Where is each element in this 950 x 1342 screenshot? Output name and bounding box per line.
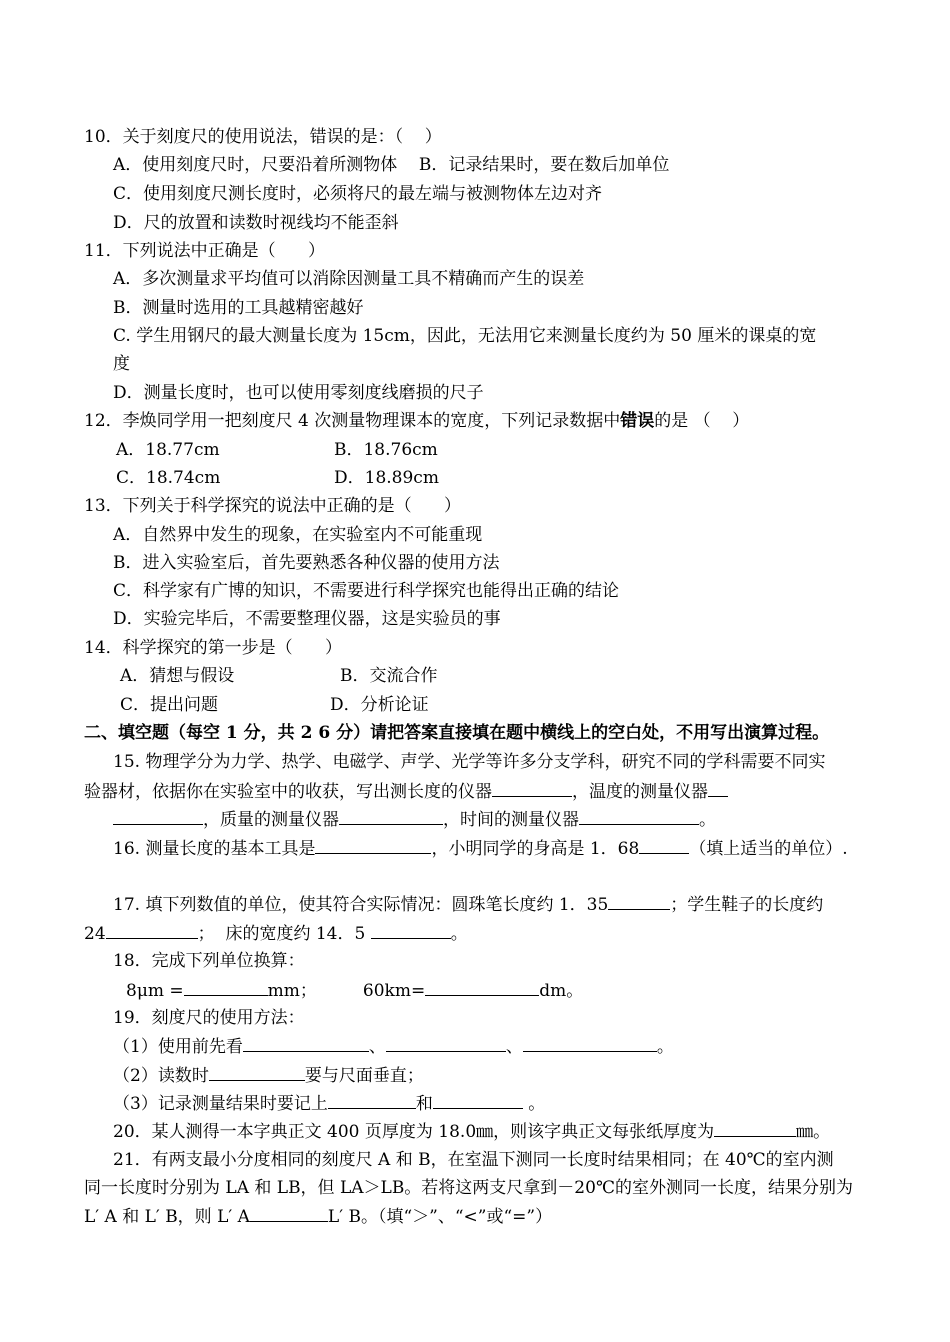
- q21-text-a: L′ A 和 L′ B，则 L′ A: [84, 1207, 250, 1227]
- q19-blank-2[interactable]: [386, 1035, 506, 1052]
- q21-text-b: L′ B。（填“＞”、“<”或“=”）: [327, 1207, 553, 1227]
- q15-end: 。: [699, 810, 716, 830]
- q13-option-a: A．自然界中发生的现象，在实验室内不可能重现: [113, 525, 483, 545]
- q12-stem-pre: 12．李焕同学用一把刻度尺 4 次测量物理课本的宽度，下列记录数据中: [84, 411, 621, 431]
- q11-option-d: D．测量长度时，也可以使用零刻度线磨损的尺子: [113, 383, 484, 403]
- q19-end-3: 。: [522, 1094, 546, 1114]
- q12-stem-emphasis: 错误: [620, 411, 655, 431]
- q13-option-b: B．进入实验室后，首先要熟悉各种仪器的使用方法: [113, 553, 500, 573]
- q14-option-b: B．交流合作: [340, 666, 438, 686]
- q21-blank[interactable]: [250, 1205, 328, 1222]
- q10-option-d: D．尺的放置和读数时视线均不能歪斜: [113, 213, 399, 233]
- q20-text-b: ㎜。: [796, 1122, 831, 1142]
- q10-stem: 10．关于刻度尺的使用说法，错误的是：（ ）: [84, 127, 442, 147]
- q19-sep-1: 、: [368, 1037, 386, 1057]
- q18-blank-dm[interactable]: [425, 979, 539, 996]
- q15-line-1: 15. 物理学分为力学、热学、电磁学、声学、光学等许多分支学科，研究不同的学科需要不同实: [113, 752, 826, 772]
- q19-blank-4[interactable]: [209, 1064, 305, 1081]
- q12-stem: [84, 410, 749, 432]
- q17-text-d: ； 床的宽度约 14．5: [197, 924, 371, 944]
- q15-line-2: [84, 780, 728, 803]
- q16-text-c: （填上适当的单位）.: [689, 839, 848, 859]
- q15-blank-mass-tool[interactable]: [339, 808, 443, 825]
- q19-end-1: 。: [656, 1037, 674, 1057]
- q18-blank-mm[interactable]: [184, 979, 268, 996]
- q15-text-temp-tool: ，温度的测量仪器: [572, 782, 708, 802]
- q18-text-c: 60km=: [362, 981, 426, 1001]
- q15-blank-length-tool[interactable]: [492, 780, 572, 797]
- q19-text-3a: （3）记录测量结果时要记上: [113, 1094, 328, 1114]
- q21-line-3: [84, 1205, 552, 1228]
- q19-blank-5[interactable]: [328, 1092, 416, 1109]
- q15-blank-temp-tool-start[interactable]: [708, 780, 728, 797]
- q19-text-2b: 要与尺面垂直；: [304, 1066, 424, 1086]
- q17-text-b: ；学生鞋子的长度约: [670, 895, 824, 915]
- q16-blank-tool[interactable]: [315, 837, 431, 854]
- q11-option-a: A．多次测量求平均值可以消除因测量工具不精确而产生的误差: [113, 269, 585, 289]
- q19-blank-6[interactable]: [433, 1092, 523, 1109]
- q19-text-1a: （1）使用前先看: [113, 1037, 243, 1057]
- q10-options-ab: A．使用刻度尺时，尺要沿着所测物体 B．记录结果时，要在数后加单位: [113, 155, 670, 175]
- q21-line-1: 21．有两支最小分度相同的刻度尺 A 和 B，在室温下测同一长度时结果相同；在 40℃的室内测: [113, 1150, 834, 1170]
- q14-option-a: A．猜想与假设: [120, 666, 235, 686]
- q17-blank-bed[interactable]: [371, 922, 451, 939]
- q19-blank-1[interactable]: [243, 1035, 369, 1052]
- q12-option-c: C．18.74cm: [116, 468, 221, 488]
- q16-text-b: ，小明同学的身高是 1．68: [431, 839, 640, 859]
- q11-option-b: B．测量时选用的工具越精密越好: [113, 298, 364, 318]
- q21-line-2: 同一长度时分别为 LA 和 LB，但 LA＞LB。若将这两支尺拿到－20℃的室外测同一长度，结果分别为: [84, 1178, 853, 1198]
- q14-option-c: C．提出问题: [120, 695, 219, 715]
- q18-text-a: 8μm =: [126, 981, 184, 1001]
- q11-option-c: C. 学生用钢尺的最大测量长度为 15cm，因此，无法用它来测量长度约为 50 厘米的课桌的宽: [113, 326, 817, 346]
- q19-blank-3[interactable]: [523, 1035, 657, 1052]
- q18-stem: 18．完成下列单位换算：: [113, 951, 305, 971]
- q17-line-1: [113, 893, 823, 916]
- q15-text-time-tool: ，时间的测量仪器: [443, 810, 579, 830]
- q19-stem: 19．刻度尺的使用方法：: [113, 1008, 305, 1028]
- q16: [113, 837, 848, 860]
- q14-option-d: D．分析论证: [330, 695, 429, 715]
- q11-stem: 11．下列说法中正确是（ ）: [84, 241, 326, 261]
- q17-text-a: 17. 填下列数值的单位，使其符合实际情况：圆珠笔长度约 1．35: [113, 895, 609, 915]
- q15-blank-temp-tool[interactable]: [113, 808, 203, 825]
- q12-option-a: A．18.77cm: [116, 440, 220, 460]
- q15-line-3: [113, 808, 716, 831]
- q13-stem: 13．下列关于科学探究的说法中正确的是（ ）: [84, 496, 462, 516]
- q16-blank-unit[interactable]: [639, 837, 689, 854]
- q12-option-b: B．18.76cm: [334, 440, 438, 460]
- q17-blank-pen[interactable]: [608, 893, 670, 910]
- q17-text-e: 。: [450, 924, 468, 944]
- q19-item-2: [113, 1064, 424, 1087]
- q18-text-d: dm。: [539, 981, 584, 1001]
- section-2-heading: 二、填空题（每空 1 分，共 2 6 分）请把答案直接填在题中横线上的空白处，不用写出演算过程。: [84, 723, 830, 743]
- q17-line-2: [84, 922, 468, 945]
- q19-item-3: [113, 1092, 545, 1115]
- q15-blank-time-tool[interactable]: [579, 808, 699, 825]
- q18-conversions: [126, 979, 583, 1002]
- q11-option-c-cont: 度: [113, 354, 130, 374]
- q20-text-a: 20．某人测得一本字典正文 400 页厚度为 18.0㎜，则该字典正文每张纸厚度为: [113, 1122, 715, 1142]
- q20: [113, 1120, 830, 1143]
- q15-text-mass-tool: ，质量的测量仪器: [203, 810, 339, 830]
- q12-option-d: D．18.89cm: [334, 468, 439, 488]
- q19-sep-2: 、: [505, 1037, 523, 1057]
- q19-text-3b: 和: [415, 1094, 433, 1114]
- q16-text-a: 16. 测量长度的基本工具是: [113, 839, 316, 859]
- q19-text-2a: （2）读数时: [113, 1066, 209, 1086]
- q14-stem: 14．科学探究的第一步是（ ）: [84, 638, 343, 658]
- q15-text-length-tool: 验器材，依据你在实验室中的收获，写出测长度的仪器: [84, 782, 492, 802]
- q17-blank-shoe[interactable]: [106, 922, 198, 939]
- q12-stem-post: 的是 （ ）: [654, 411, 750, 431]
- q17-text-c: 24: [84, 924, 106, 944]
- q13-option-c: C．科学家有广博的知识，不需要进行科学探究也能得出正确的结论: [113, 581, 620, 601]
- q18-text-b: mm；: [267, 981, 317, 1001]
- q20-blank[interactable]: [714, 1120, 796, 1137]
- q19-item-1: [113, 1035, 674, 1058]
- q13-option-d: D．实验完毕后，不需要整理仪器，这是实验员的事: [113, 609, 501, 629]
- q10-option-c: C．使用刻度尺测长度时，必须将尺的最左端与被测物体左边对齐: [113, 184, 603, 204]
